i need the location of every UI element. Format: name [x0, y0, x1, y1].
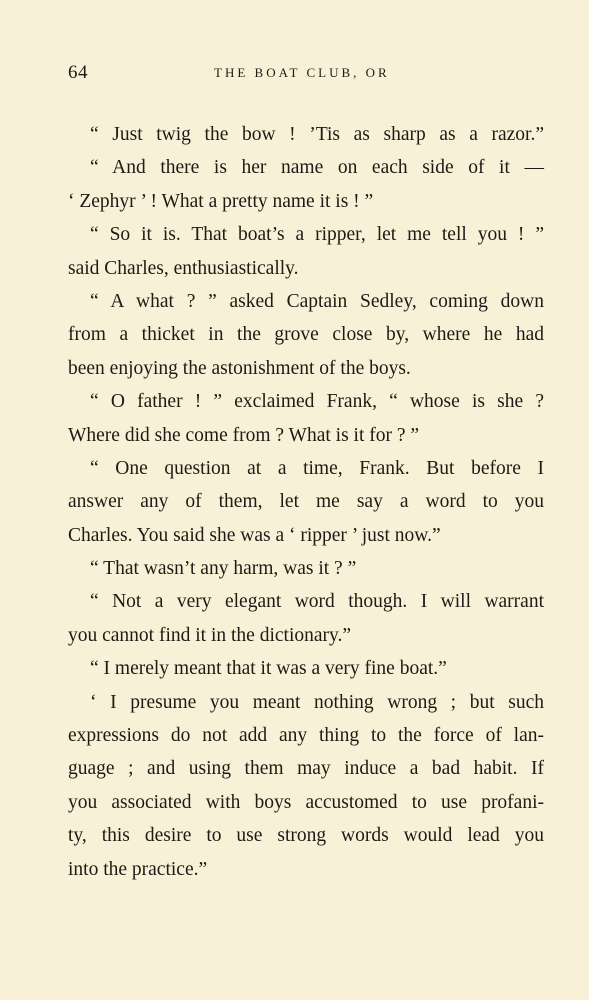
text-line: “ Just twig the bow ! ’Tis as sharp as a razor.”: [90, 124, 544, 145]
text-line: “ Not a very elegant word though. I will warrant: [90, 591, 544, 613]
text-line: “ So it is. That boat’s a ripper, let me tell you ! ”: [90, 224, 544, 246]
text-line: “ I merely meant that it was a very fine boat.”: [90, 658, 447, 680]
text-line: ‘ I presume you meant nothing wrong ; but such: [90, 691, 544, 713]
text-line: “ That wasn’t any harm, was it ? ”: [90, 558, 357, 580]
text-line: Charles. You said she was a ‘ ripper ’ just now.”: [68, 524, 441, 546]
text-line: ty, this desire to use strong words would lead you: [68, 825, 544, 847]
text-line: you associated with boys accustomed to use profani-: [68, 791, 544, 813]
text-line: answer any of them, let me say a word to you: [68, 491, 544, 513]
text-line: guage ; and using them may induce a bad habit. If: [68, 758, 544, 780]
running-head: THE BOAT CLUB, OR: [214, 65, 390, 80]
text-line: into the practice.”: [68, 858, 208, 880]
text-line: “ And there is her name on each side of it —: [90, 157, 544, 179]
page-header: [68, 62, 543, 86]
page-number: 64: [68, 62, 88, 83]
body-text: [68, 118, 544, 886]
text-line: ‘ Zephyr ’ ! What a pretty name it is ! ”: [68, 190, 374, 212]
text-line: from a thicket in the grove close by, where he had: [68, 324, 544, 346]
text-line: “ A what ? ” asked Captain Sedley, coming down: [90, 290, 544, 312]
text-line: expressions do not add any thing to the force of lan-: [68, 725, 544, 747]
text-line: Where did she come from ? What is it for ? ”: [68, 424, 420, 446]
text-line: “ One question at a time, Frank. But before I: [90, 457, 544, 479]
text-line: said Charles, enthusiastically.: [68, 257, 299, 279]
text-line: “ O father ! ” exclaimed Frank, “ whose is she ?: [90, 391, 544, 413]
text-line: you cannot find it in the dictionary.”: [68, 624, 352, 646]
text-line: been enjoying the astonishment of the boys.: [68, 357, 411, 379]
